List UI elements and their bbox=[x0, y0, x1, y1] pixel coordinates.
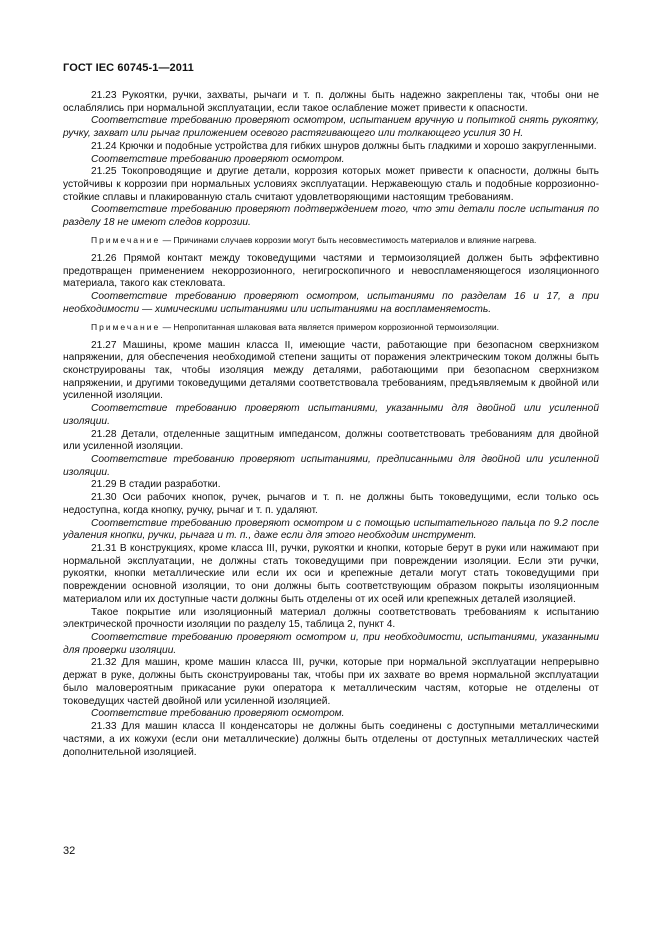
note-21-25 bbox=[63, 235, 599, 246]
compliance-21-25: Соответствие требованию проверяют подтверждением того, что эти детали после испытания по разделу 18 не имеют следов коррозии. bbox=[63, 204, 599, 229]
compliance-21-23: Соответствие требованию проверяют осмотром, испытанием вручную и попыткой снять рукоятку, ручку, захват или рычаг приложением осевого растягивающего или толкающего усилия 30 Н. bbox=[63, 115, 599, 140]
compliance-21-32: Соответствие требованию проверяют осмотром. bbox=[91, 708, 345, 720]
paragraph-21-30: 21.30 Оси рабочих кнопок, ручек, рычагов и т. п. не должны быть токоведущими, если только ось недоступна, когда кнопку, ручку, рычаг и т. п. удаляют. bbox=[63, 492, 599, 516]
paragraph-21-29: 21.29 В стадии разработки. bbox=[91, 479, 221, 491]
paragraph-21-25: 21.25 Токопроводящие и другие детали, коррозия которых может привести к опасности, должны быть устойчивы к коррозии при нормальных условиях эксплуатации. Нержавеющую сталь и подобные коррозионно-стойкие сплавы и плакированную сталь считают удовлетворяющими настоящим требованиям. bbox=[63, 166, 599, 203]
note-21-26 bbox=[63, 322, 599, 333]
paragraph-21-31: 21.31 В конструкциях, кроме класса III, ручки, рукоятки и кнопки, которые берут в руки или нажимают при нормальной эксплуатации, не должны стать токоведущими при повреждении изоляции. Если эти ручки, рукоятки, кнопки металлические или если их оси и крепежные детали могут стать токоведущими при повреждении основной изоляции, то они должны быть соответствующим образом покрыты изоляционным материалом или их доступные части должны быть отделены от их осей или крепежных деталей изоляцией. bbox=[63, 543, 599, 605]
compliance-21-28: Соответствие требованию проверяют испытаниями, предписанными для двойной или усиленной изоляции. bbox=[63, 453, 599, 478]
paragraph-21-23: 21.23 Рукоятки, ручки, захваты, рычаги и т. п. должны быть надежно закреплены так, чтобы они не ослаблялись при нормальной эксплуатации, если такое ослабление может привести к опасности. bbox=[63, 90, 599, 114]
compliance-21-26: Соответствие требованию проверяют осмотром, испытаниями по разделам 16 и 17, а при необходимости — химическими испытаниями или испытаниями на воспламеняемость. bbox=[63, 291, 599, 315]
compliance-21-30: Соответствие требованию проверяют осмотром и с помощью испытательного пальца по 9.2 после удаления кнопки, ручки, рычага и т. п., даже если для этого необходим инструмент. bbox=[63, 517, 599, 542]
paragraph-21-26: 21.26 Прямой контакт между токоведущими частями и термоизоляцией должен быть эффективно предотвращен применением некоррозионного, негигроскопичного и невоспламеняющегося изоляционного материала, такого как стекловата. bbox=[63, 252, 599, 290]
paragraph-21-33: 21.33 Для машин класса II конденсаторы не должны быть соединены с доступными металлическими частями, а их кожухи (если они металлические) должны быть отделены от доступных металлических частей дополнительной изоляцией. bbox=[63, 721, 599, 758]
paragraph-21-32: 21.32 Для машин, кроме машин класса III, ручки, которые при нормальной эксплуатации непрерывно держат в руке, должны быть сконструированы так, чтобы при их захвате во время нормальной эксплуатации было маловероятным прикасание руки оператора к металлическим частям, которые не отделены от токоведущих частей двойной или усиленной изоляцией. bbox=[63, 657, 599, 707]
paragraph-21-27: 21.27 Машины, кроме машин класса II, имеющие части, работающие при безопасном сверхнизком напряжении, для обеспечения необходимой степени защиты от поражения электрическим током должны быть сконструированы так, чтобы изоляция между деталями, работающими при безопасном сверхнизком напряжении, и другими токоведущими деталями соответствовала требованиям, предъявляемым к двойной или усиленной изоляции. bbox=[63, 339, 599, 402]
paragraph-21-31-continued: Такое покрытие или изоляционный материал должны соответствовать требованиям к испытанию электрической прочности изоляции по разделу 15, таблица 2, пункт 4. bbox=[63, 606, 599, 631]
compliance-21-24: Соответствие требованию проверяют осмотром. bbox=[91, 153, 345, 165]
page-number: 32 bbox=[63, 845, 76, 857]
paragraph-21-24: 21.24 Крючки и подобные устройства для гибких шнуров должны быть гладкими и хорошо закругленными. bbox=[91, 140, 597, 152]
paragraph-21-28: 21.28 Детали, отделенные защитным импедансом, должны соответствовать требованиям для двойной или усиленной изоляции. bbox=[63, 428, 599, 453]
note-text: — Непропитанная шлаковая вата является примером коррозионной термоизоляции. bbox=[160, 321, 499, 332]
body-text bbox=[63, 90, 599, 759]
note-text: — Причинами случаев коррозии могут быть несовместимость материалов и влияние нагрева. bbox=[160, 234, 537, 245]
compliance-21-31: Соответствие требованию проверяют осмотром и, при необходимости, испытаниями, указанными для проверки изоляции. bbox=[63, 632, 599, 656]
note-label: Примечание bbox=[91, 321, 161, 332]
compliance-21-27: Соответствие требованию проверяют испытаниями, указанными для двойной или усиленной изоляции. bbox=[63, 403, 599, 427]
document-header: ГОСТ IEC 60745-1—2011 bbox=[63, 62, 194, 74]
note-label: Примечание bbox=[91, 234, 161, 245]
